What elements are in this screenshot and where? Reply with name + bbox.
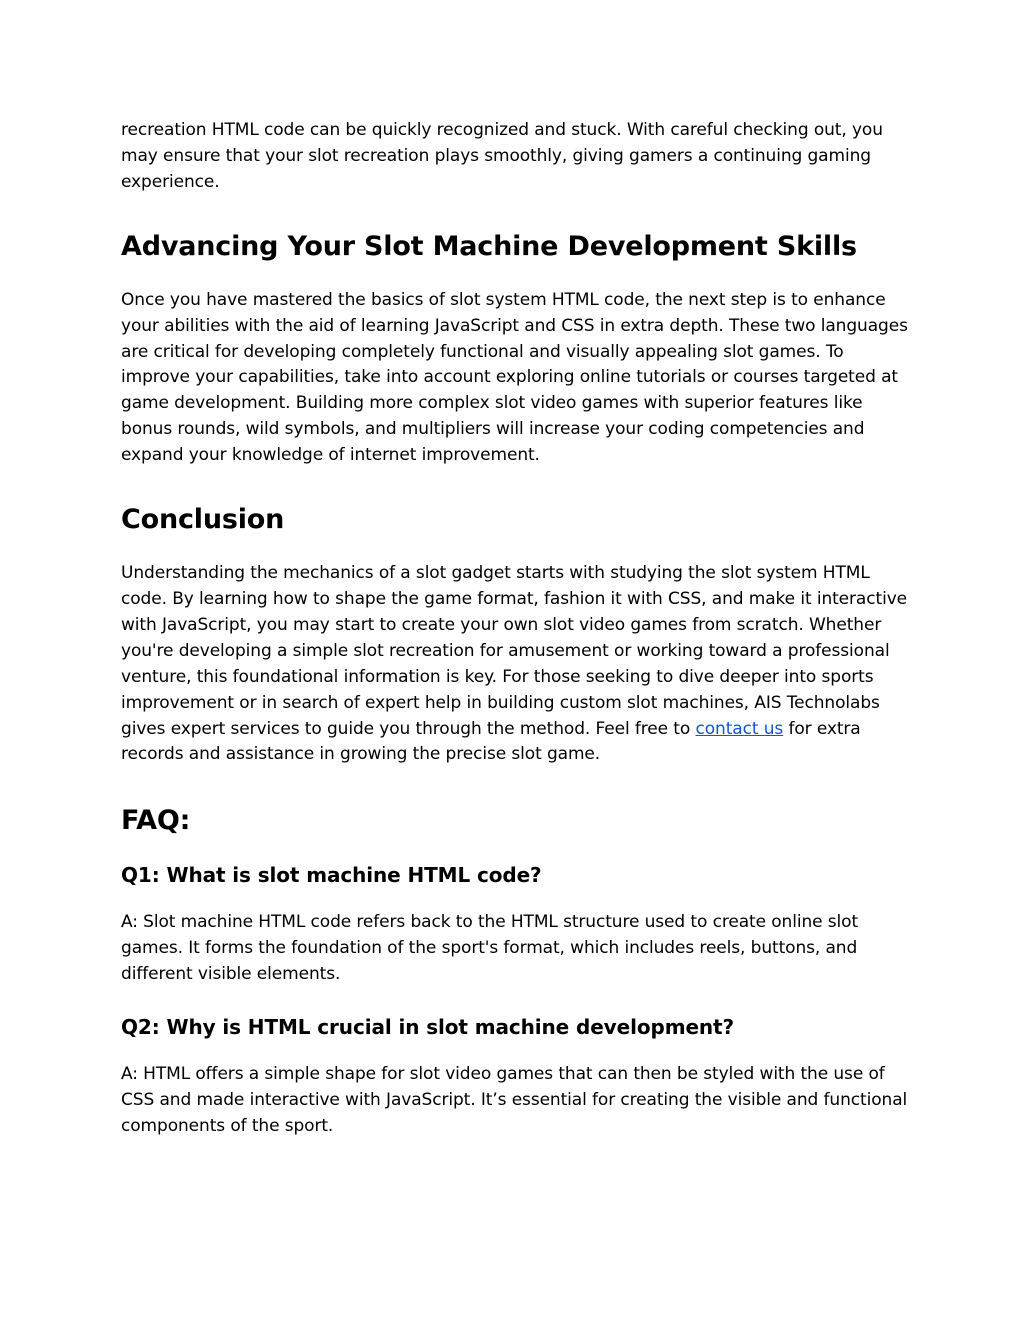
faq-question: Q1: What is slot machine HTML code? <box>121 863 542 888</box>
intro-paragraph: recreation HTML code can be quickly recognized and stuck. With careful checking out, you may ensure that your slot recreation plays smoothly, giving gamers a continuing gaming experience. <box>121 120 883 192</box>
document-page <box>121 118 911 1140</box>
faq-answer: A: Slot machine HTML code refers back to the HTML structure used to create online slot games. It forms the foundation of the sport's format, which includes reels, buttons, and different visible elements. <box>121 912 859 985</box>
conclusion-text-after-link: for extra records and assistance in growing the precise slot game. <box>121 718 861 765</box>
conclusion-heading: Conclusion <box>121 504 285 536</box>
faq-list <box>121 862 911 1139</box>
faq-item <box>121 1014 911 1140</box>
faq-question: Q2: Why is HTML crucial in slot machine development? <box>121 1015 735 1040</box>
contact-us-link[interactable]: contact us <box>695 718 784 739</box>
advancing-heading: Advancing Your Slot Machine Development Skills <box>121 230 857 262</box>
faq-item <box>121 862 911 988</box>
faq-heading: FAQ: <box>121 805 191 837</box>
conclusion-paragraph <box>121 561 911 768</box>
advancing-paragraph: Once you have mastered the basics of slot system HTML code, the next step is to enhance your abilities with the aid of learning JavaScript and CSS in extra depth. These two languages are critical for developing completely functional and visually appealing slot games. To improve your capabilities, take into account exploring online tutorials or courses targeted at game development. Building more complex slot video games with superior features like bonus rounds, wild symbols, and multipliers will increase your coding competencies and expand your knowledge of internet improvement. <box>121 289 908 466</box>
faq-answer: A: HTML offers a simple shape for slot video games that can then be styled with the use of CSS and made interactive with JavaScript. It’s essential for creating the visible and functional components of the sport. <box>121 1064 908 1136</box>
conclusion-text-before-link: Understanding the mechanics of a slot gadget starts with studying the slot system HTML code. By learning how to shape the game format, fashion it with CSS, and make it interactive with JavaScript, you may start to create your own slot video games from scratch. Whether you're developing a simple slot recreation for amusement or working toward a professional venture, this foundational information is key. For those seeking to dive deeper into sports improvement or in search of expert help in building custom slot machines, AIS Technolabs gives expert services to guide you through the method. Feel free to <box>121 563 908 739</box>
